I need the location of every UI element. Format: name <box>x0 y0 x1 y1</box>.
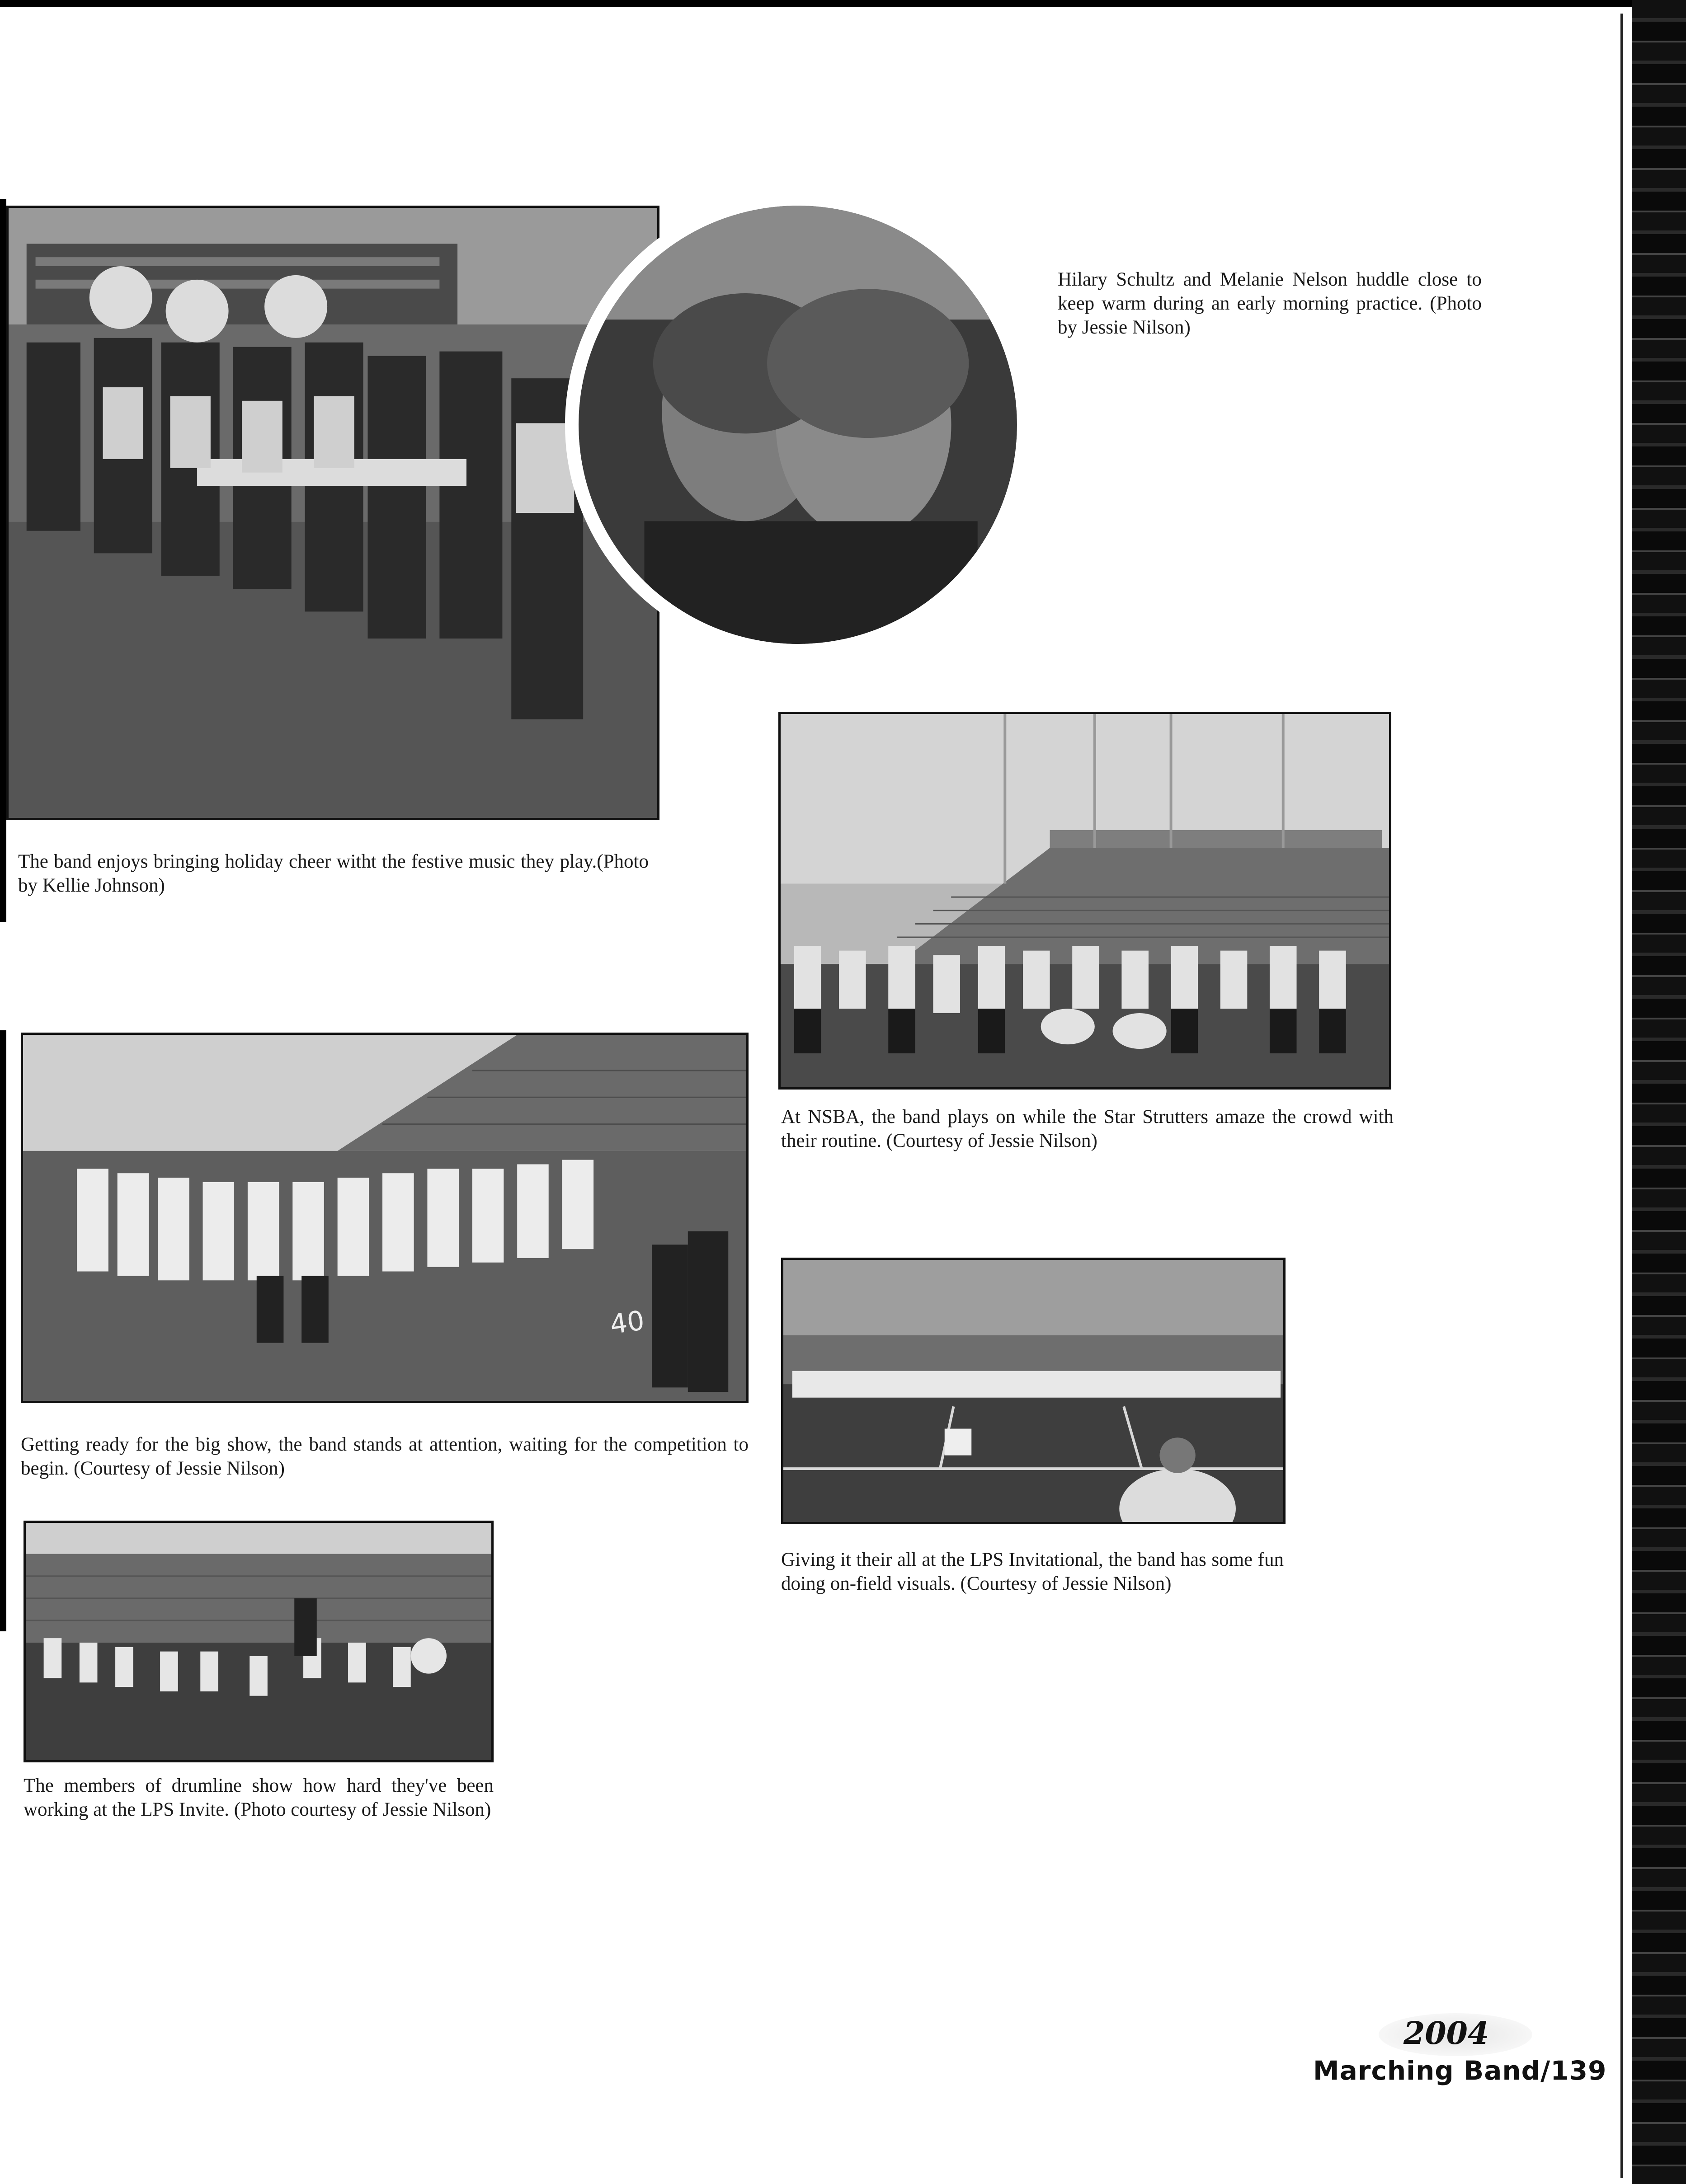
left-page-edge-lower <box>0 1030 6 1631</box>
binding-line <box>1620 14 1623 2178</box>
footer-section-page: Marching Band/139 <box>1313 2055 1607 2086</box>
footer-year: 2004 <box>1403 2015 1489 2052</box>
page-top-border <box>0 0 1686 7</box>
photo-attention <box>21 1033 749 1403</box>
photo-lps-invitational <box>781 1258 1286 1524</box>
photo-huddle <box>565 192 1031 658</box>
caption-lps-invitational: Giving it their all at the LPS Invitational, the band has some fun doing on-field visuals. (Courtesy of Jessie Nilson) <box>781 1549 1284 1594</box>
caption-attention: Getting ready for the big show, the band stands at attention, waiting for the competition to begin. (Courtesy of Jessie Nilson) <box>21 1434 749 1479</box>
caption-huddle: Hilary Schultz and Melanie Nelson huddle close to keep warm during an early morning practice. (Photo by Jessie Nilson) <box>1058 269 1482 338</box>
photo-nsba <box>778 712 1391 1090</box>
photo-band-holiday <box>6 206 659 820</box>
field-marker: 40 <box>608 1305 647 1341</box>
book-binding <box>1632 0 1686 2184</box>
caption-nsba: At NSBA, the band plays on while the Star Strutters amaze the crowd with their routine. (Courtesy of Jessie Nilson) <box>781 1106 1394 1151</box>
caption-band-holiday: The band enjoys bringing holiday cheer witht the festive music they play.(Photo by Kellie Johnson) <box>18 851 649 896</box>
caption-drumline: The members of drumline show how hard they've been working at the LPS Invite. (Photo courtesy of Jessie Nilson) <box>24 1775 494 1820</box>
left-page-edge-upper <box>0 199 6 922</box>
photo-drumline <box>24 1521 494 1762</box>
